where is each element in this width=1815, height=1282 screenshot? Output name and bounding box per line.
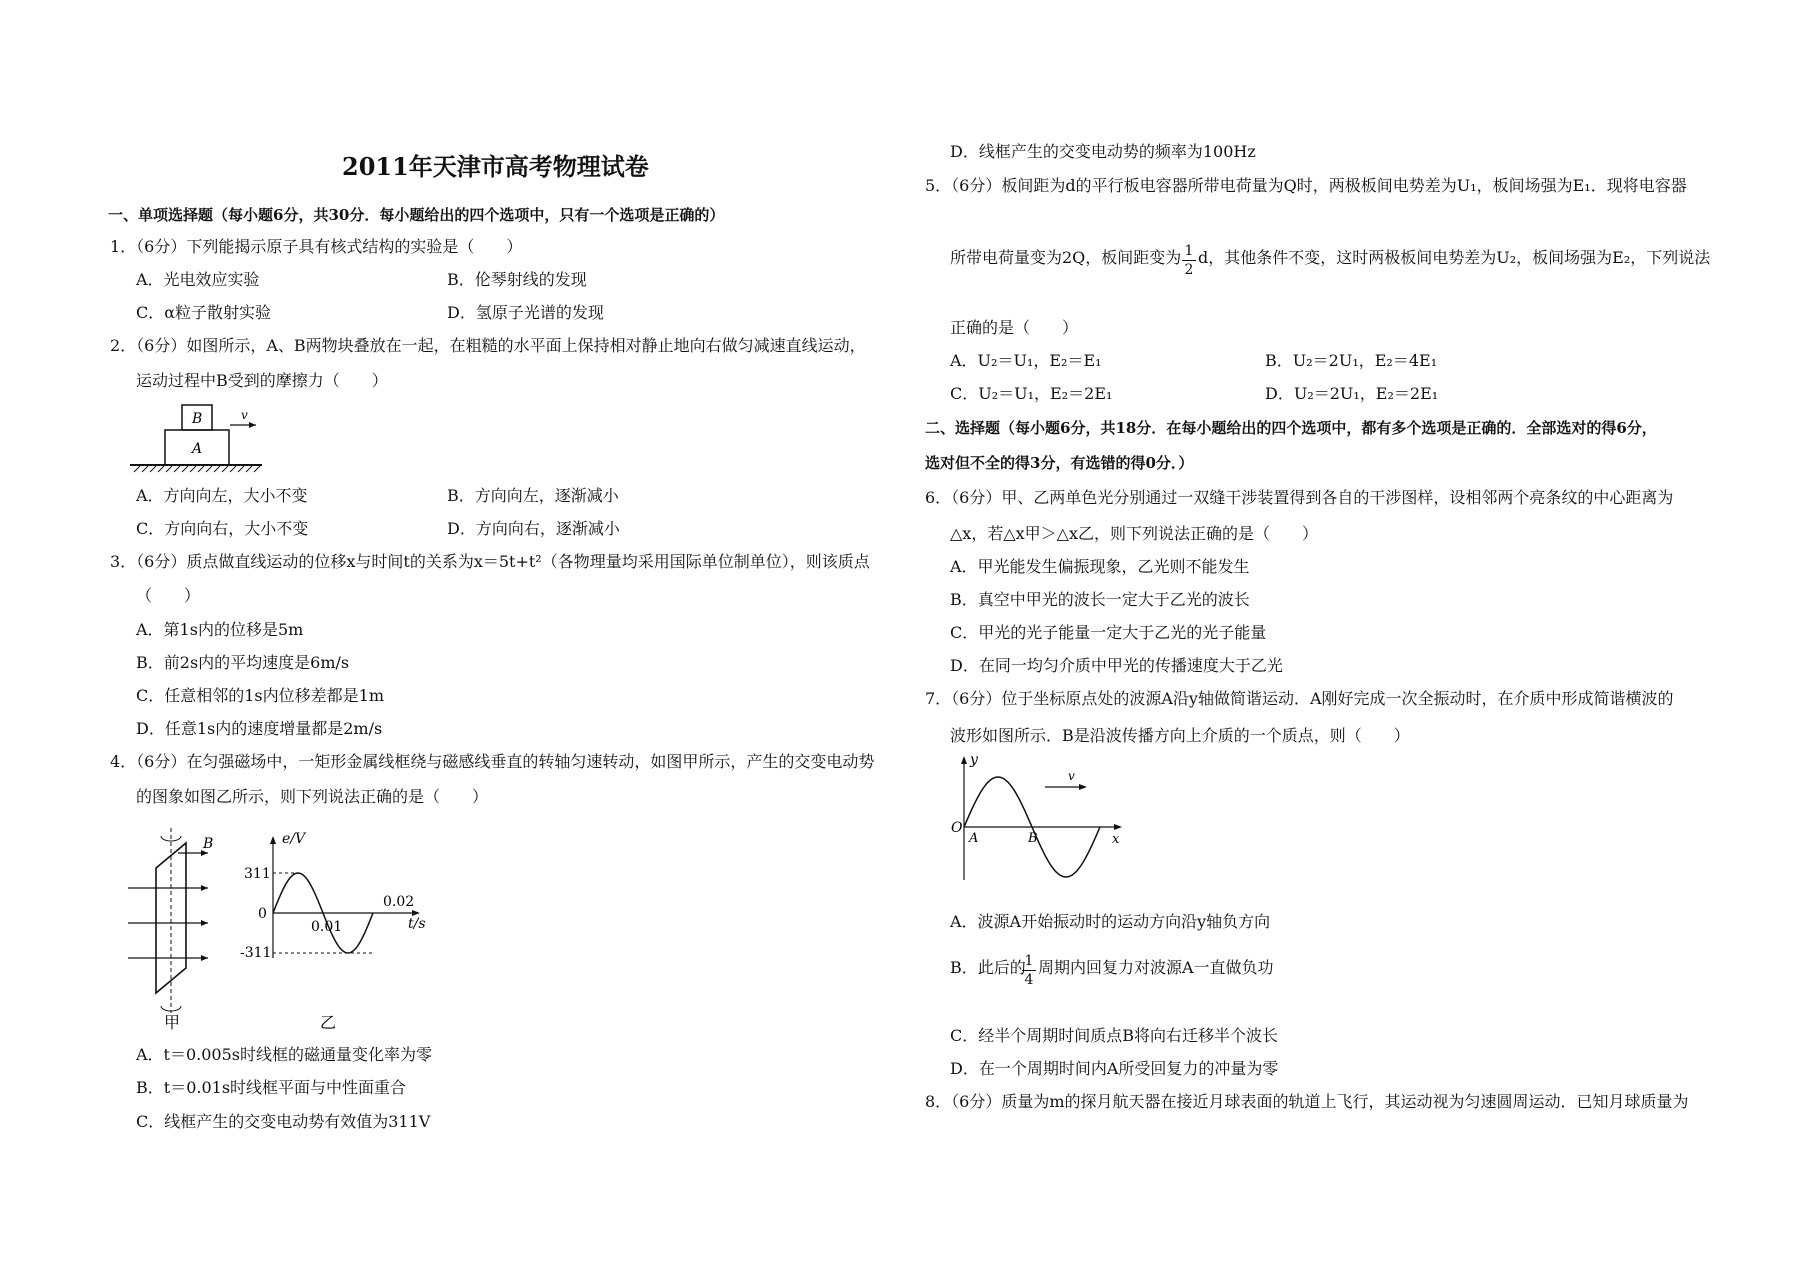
q2-stem-line1: 2．（6分）如图所示，A、B两物块叠放在一起，在粗糙的水平面上保持相对静止地向右做匀减速直线运动， xyxy=(110,336,866,355)
wave-origin-label: O xyxy=(951,820,963,836)
origin-label: 0 xyxy=(258,906,267,922)
q7-option-b-pre: B．此后的 xyxy=(950,958,1026,977)
t-axis-label: t/s xyxy=(408,916,426,932)
q5-option-c: C．U₂＝U₁，E₂＝2E₁ xyxy=(950,384,1113,403)
wave-v-label: v xyxy=(1068,769,1075,783)
q1-option-a: A．光电效应实验 xyxy=(136,270,260,289)
q3-option-b: B．前2s内的平均速度是6m/s xyxy=(136,653,350,672)
q5-option-d: D．U₂＝2U₁，E₂＝2E₁ xyxy=(1265,384,1439,403)
t2-label: 0.02 xyxy=(383,894,415,910)
q5-fraction-den: 2 xyxy=(1184,262,1194,278)
q2-stem-line2: 运动过程中B受到的摩擦力（ ） xyxy=(136,371,388,390)
q3-option-c: C．任意相邻的1s内位移差都是1m xyxy=(136,686,384,705)
q7-fraction xyxy=(1022,954,1036,987)
q1-option-b: B．伦琴射线的发现 xyxy=(447,270,587,289)
q5-option-a: A．U₂＝U₁，E₂＝E₁ xyxy=(950,351,1102,370)
ground-hatching xyxy=(134,466,260,472)
wave-x-label: x xyxy=(1112,832,1120,847)
q4-stem-line1: 4．（6分）在匀强磁场中，一矩形金属线框绕与磁感线垂直的转轴匀速转动，如图甲所示，产生的交变电动势 xyxy=(110,752,875,771)
q7-fraction-num: 1 xyxy=(1024,953,1034,969)
q5-fraction xyxy=(1182,244,1196,277)
q6-stem-line2: △x，若△x甲＞△x乙，则下列说法正确的是（ ） xyxy=(950,524,1318,543)
q3-option-d: D．任意1s内的速度增量都是2m/s xyxy=(136,719,383,738)
coil-diagram xyxy=(128,828,213,1013)
block-b-label: B xyxy=(192,411,203,427)
q7-option-a: A．波源A开始振动时的运动方向沿y轴负方向 xyxy=(950,912,1271,931)
q3-stem-line2: （ ） xyxy=(136,586,201,605)
q7-stem-line2: 波形如图所示．B是沿波传播方向上介质的一个质点，则（ ） xyxy=(950,726,1410,745)
wave-point-b-label: B xyxy=(1028,831,1038,846)
q2-blocks-figure xyxy=(130,400,270,475)
q7-fraction-den: 4 xyxy=(1024,972,1034,988)
page-title: 2011年天津市高考物理试卷 xyxy=(342,152,649,181)
velocity-label: v xyxy=(241,408,248,422)
q1-option-d: D．氢原子光谱的发现 xyxy=(447,303,604,322)
q6-stem-line1: 6．（6分）甲、乙两单色光分别通过一双缝干涉装置得到各自的干涉图样，设相邻两个亮条纹的中心距离为 xyxy=(925,488,1674,507)
wave-y-label: y xyxy=(970,752,978,768)
q6-option-b: B．真空中甲光的波长一定大于乙光的波长 xyxy=(950,590,1250,609)
q4-option-a: A．t＝0.005s时线框的磁通量变化率为零 xyxy=(136,1045,433,1064)
q7-option-d: D．在一个周期时间内A所受回复力的冲量为零 xyxy=(950,1059,1279,1078)
wave-point-a-label: A xyxy=(969,831,979,846)
section-2-heading-line1: 二、选择题（每小题6分，共18分．在每小题给出的四个选项中，都有多个选项是正确的．全部选对的得6分， xyxy=(925,419,1657,437)
q5-stem-line2a: 所带电荷量变为2Q，板间距变为 xyxy=(950,248,1182,267)
q3-stem-line1: 3．（6分）质点做直线运动的位移x与时间t的关系为x＝5t+t²（各物理量均采用国际单位制单位），则该质点 xyxy=(110,552,870,571)
q7-wave-figure xyxy=(950,752,1130,882)
q5-stem-line1: 5．（6分）板间距为d的平行板电容器所带电荷量为Q时，两极板间电势差为U₁，板间场强为E₁．现将电容器 xyxy=(925,176,1687,195)
velocity-arrowhead xyxy=(249,422,256,428)
q2-option-b: B．方向向左，逐渐减小 xyxy=(447,486,619,505)
section-1-heading: 一、单项选择题（每小题6分，共30分．每小题给出的四个选项中，只有一个选项是正确的） xyxy=(108,206,725,224)
q7-stem-line1: 7．（6分）位于坐标原点处的波源A沿y轴做简谐运动．A刚好完成一次全振动时，在介质中形成简谐横波的 xyxy=(925,689,1674,708)
q3-option-a: A．第1s内的位移是5m xyxy=(136,620,304,639)
caption-yi: 乙 xyxy=(320,1013,337,1032)
e-axis-label: e/V xyxy=(282,831,306,847)
q5-option-b: B．U₂＝2U₁，E₂＝4E₁ xyxy=(1265,351,1438,370)
block-a-label: A xyxy=(192,441,203,457)
q6-option-a: A．甲光能发生偏振现象，乙光则不能发生 xyxy=(950,557,1250,576)
q6-option-d: D．在同一均匀介质中甲光的传播速度大于乙光 xyxy=(950,656,1283,675)
q7-option-b-post: 周期内回复力对波源A一直做负功 xyxy=(1038,958,1274,977)
q4-option-b: B．t＝0.01s时线框平面与中性面重合 xyxy=(136,1078,407,1097)
q4-option-c: C．线框产生的交变电动势有效值为311V xyxy=(136,1112,431,1131)
q4-stem-line2: 的图象如图乙所示，则下列说法正确的是（ ） xyxy=(136,787,489,806)
caption-jia: 甲 xyxy=(164,1013,181,1032)
y-max-label: 311 xyxy=(244,866,271,882)
q2-option-c: C．方向向右，大小不变 xyxy=(136,519,309,538)
q2-option-d: D．方向向右，逐渐减小 xyxy=(447,519,620,538)
q2-option-a: A．方向向左，大小不变 xyxy=(136,486,308,505)
q5-stem-line2b: d，其他条件不变，这时两极板间电势差为U₂，板间场强为E₂，下列说法 xyxy=(1198,248,1711,267)
section-2-heading-line2: 选对但不全的得3分，有选错的得0分．） xyxy=(925,454,1194,472)
q1-stem: 1．（6分）下列能揭示原子具有核式结构的实验是（ ） xyxy=(110,237,523,256)
t1-label: 0.01 xyxy=(311,919,343,935)
emf-graph xyxy=(240,831,426,961)
q5-fraction-num: 1 xyxy=(1184,243,1194,259)
q7-option-c: C．经半个周期时间质点B将向右迁移半个波长 xyxy=(950,1026,1279,1045)
y-min-label: -311 xyxy=(240,945,272,961)
q1-option-c: C．α粒子散射实验 xyxy=(136,303,272,322)
q6-option-c: C．甲光的光子能量一定大于乙光的光子能量 xyxy=(950,623,1267,642)
q4-option-d: D．线框产生的交变电动势的频率为100Hz xyxy=(950,142,1256,161)
q8-stem-line1: 8．（6分）质量为m的探月航天器在接近月球表面的轨道上飞行，其运动视为匀速圆周运动．已知月球质量为 xyxy=(925,1092,1689,1111)
field-label: B xyxy=(203,836,214,852)
q4-figure xyxy=(128,828,438,1032)
q5-stem-line3: 正确的是（ ） xyxy=(950,318,1079,337)
